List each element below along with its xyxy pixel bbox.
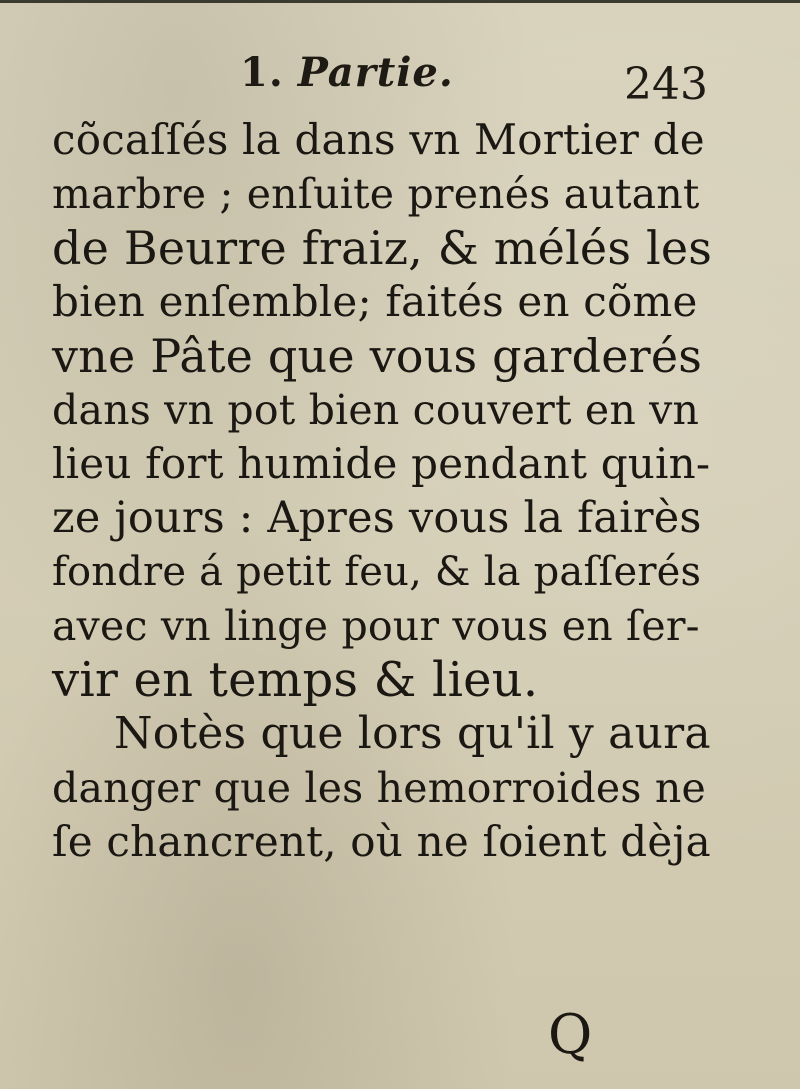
text-line: lieu fort humide pendant quin- xyxy=(52,439,711,488)
text-line: danger que les hemorroides ne xyxy=(52,764,706,812)
text-line: ze jours : Apres vous la fairès xyxy=(52,493,702,543)
paragraph-start-line: Notès que lors qu'il y aura xyxy=(114,708,711,759)
text-line: dans vn pot bien couvert en vn xyxy=(52,386,700,434)
page-number: 243 xyxy=(624,59,708,110)
text-line: avec vn linge pour vous en ſer- xyxy=(52,602,700,650)
running-head xyxy=(240,49,454,96)
text-line: vir en temps & lieu. xyxy=(52,652,539,708)
text-line: de Beurre fraiz, & mélés les xyxy=(52,221,713,275)
text-line: vne Pâte que vous garderés xyxy=(52,329,703,383)
section-title: Partie. xyxy=(297,49,454,96)
page-header xyxy=(0,43,800,113)
text-block xyxy=(52,113,712,869)
text-line: fondre á petit feu, & la paſſerés xyxy=(52,549,702,595)
text-line: ſe chancrent, où ne ſoient dèja xyxy=(52,817,711,866)
text-line: marbre ; enſuite prenés autant xyxy=(52,170,700,218)
text-line: cõcaſſés la dans vn Mortier de xyxy=(52,115,705,164)
section-number: 1. xyxy=(240,49,284,96)
text-line: bien enſemble; faités en cõme xyxy=(52,277,698,326)
catchword: Q xyxy=(548,1003,593,1066)
